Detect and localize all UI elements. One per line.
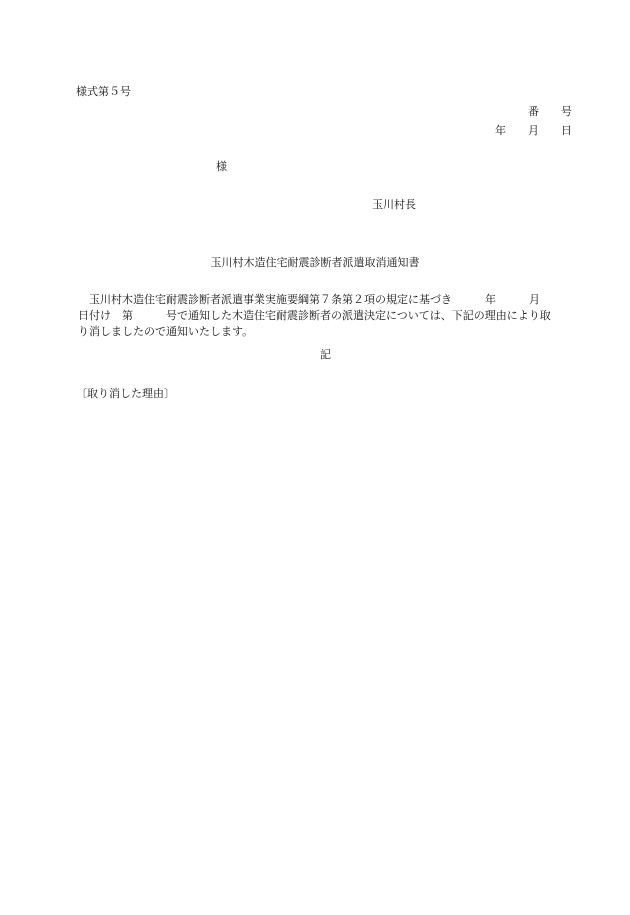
body-text — [78, 292, 574, 340]
document-title: 玉川村木造住宅耐震診断者派遣取消通知書 — [210, 256, 420, 269]
body-line-1: 玉川村木造住宅耐震診断者派遣事業実施要綱第７条第２項の規定に基づき 年 月 — [89, 293, 540, 306]
date-day: 日 — [561, 124, 572, 137]
body-line-2: 日付け 第 号で通知した木造住宅耐震診断者の派遣決定については、下記の理由により取 — [78, 309, 551, 322]
sender: 玉川村長 — [372, 198, 416, 211]
date-line — [495, 124, 572, 138]
addressee-suffix: 様 — [216, 160, 227, 173]
date-month: 月 — [528, 124, 539, 137]
number-suffix: 号 — [561, 105, 572, 118]
reason-heading: 〔取り消した理由〕 — [76, 387, 175, 400]
form-number: 様式第５号 — [76, 85, 131, 98]
body-line-3: り消しましたので通知いたします。 — [78, 325, 254, 338]
date-year: 年 — [495, 124, 506, 137]
document-number-line — [528, 105, 572, 119]
number-label: 番 — [528, 105, 539, 118]
ki-mark: 記 — [320, 348, 331, 361]
